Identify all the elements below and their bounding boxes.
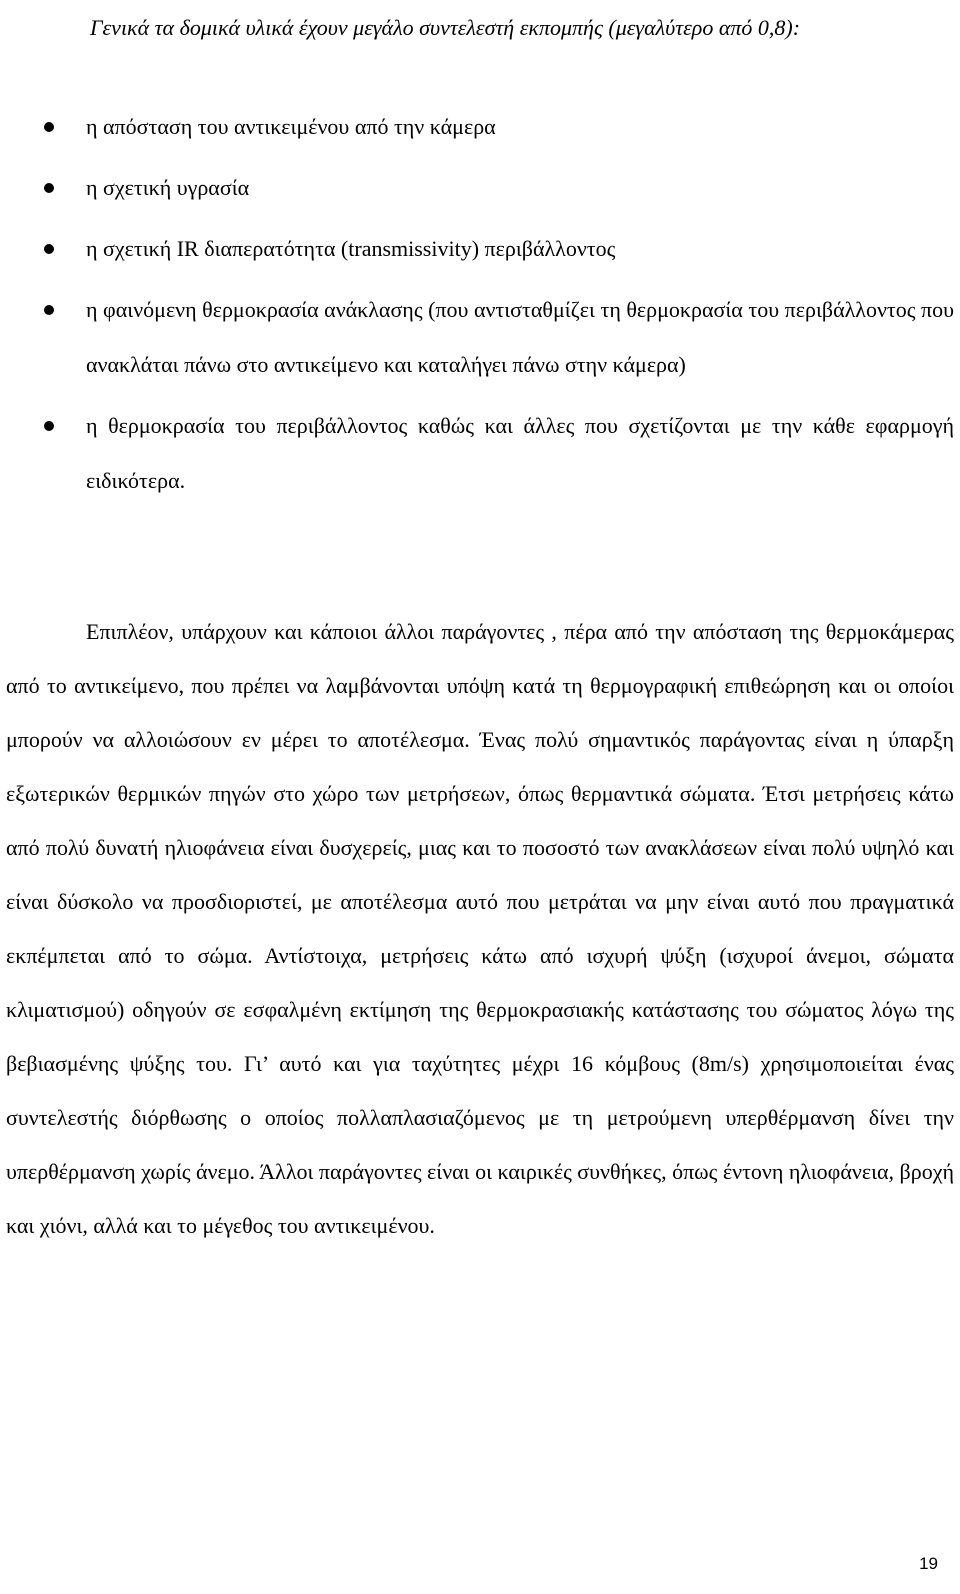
factor-list — [0, 99, 954, 508]
list-item — [0, 221, 954, 276]
list-item — [0, 99, 954, 154]
paragraph-text: Επιπλέον, υπάρχουν και κάποιοι άλλοι παράγοντες , πέρα από την απόσταση της θερμοκάμερας από το αντικείμενο, που πρέπει να λαμβάνονται υπόψη κατά τη θερμογραφική επιθεώρηση και οι οποίοι μπορούν να αλλοιώσουν εν μέρει το αποτέλεσμα. Ένας πολύ σημαντικός παράγοντας είναι η ύπαρξη εξωτερικών θερμικών πηγών στο χώρο των μετρήσεων, όπως θερμαντικά σώματα. Έτσι μετρήσεις κάτω από πολύ δυνατή ηλιοφάνεια είναι δυσχερείς, μιας και το ποσοστό των ανακλάσεων είναι πολύ υψηλό και είναι δύσκολο να προσδιοριστεί, με αποτέλεσμα αυτό που μετράται να μην είναι αυτό που πραγματικά εκπέμπεται από το σώμα. Αντίστοιχα, μετρήσεις κάτω από ισχυρή ψύξη (ισχυροί άνεμοι, σώματα κλιματισμού) οδηγούν σε εσφαλμένη εκτίμηση της θερμοκρασιακής κατάστασης του σώματος λόγω της βεβιασμένης ψύξης του. Γι’ αυτό και για ταχύτητες μέχρι 16 κόμβους (8m/s) χρησιμοποιείται ένας συντελεστής διόρθωσης ο οποίος πολλαπλασιαζόμενος με τη μετρούμενη υπερθέρμανση δίνει την υπερθέρμανση χωρίς άνεμο. Άλλοι παράγοντες είναι οι καιρικές συνθήκες, όπως έντονη ηλιοφάνεια, βροχή και χιόνι, αλλά και το μέγεθος του αντικειμένου. — [6, 619, 954, 1238]
bullet-icon — [44, 244, 54, 254]
list-item-text: η σχετική υγρασία — [86, 175, 250, 200]
body-paragraph — [6, 605, 954, 1253]
bullet-icon — [44, 305, 54, 315]
list-item-text: η φαινόμενη θερμοκρασία ανάκλασης (που αντισταθμίζει τη θερμοκρασία του περιβάλλοντος που ανακλάται πάνω στο αντικείμενο και καταλήγει πάνω στην κάμερα) — [86, 297, 954, 377]
bullet-icon — [44, 421, 54, 431]
bullet-icon — [44, 183, 54, 193]
intro-text: Γενικά τα δομικά υλικά έχουν μεγάλο συντελεστή εκπομπής (μεγαλύτερο από 0,8): — [90, 15, 801, 40]
bullet-icon — [44, 122, 54, 132]
list-item — [0, 282, 954, 392]
list-item — [0, 160, 954, 215]
page-number: 19 — [919, 1554, 938, 1573]
list-item-text: η απόσταση του αντικειμένου από την κάμερα — [86, 114, 496, 139]
list-item-text: η θερμοκρασία του περιβάλλοντος καθώς και άλλες που σχετίζονται με την κάθε εφαρμογή ειδικότερα. — [86, 413, 954, 493]
list-item-text: η σχετική IR διαπερατότητα (transmissivity) περιβάλλοντος — [86, 236, 616, 261]
intro-sentence — [6, 0, 954, 55]
list-item — [0, 398, 954, 508]
